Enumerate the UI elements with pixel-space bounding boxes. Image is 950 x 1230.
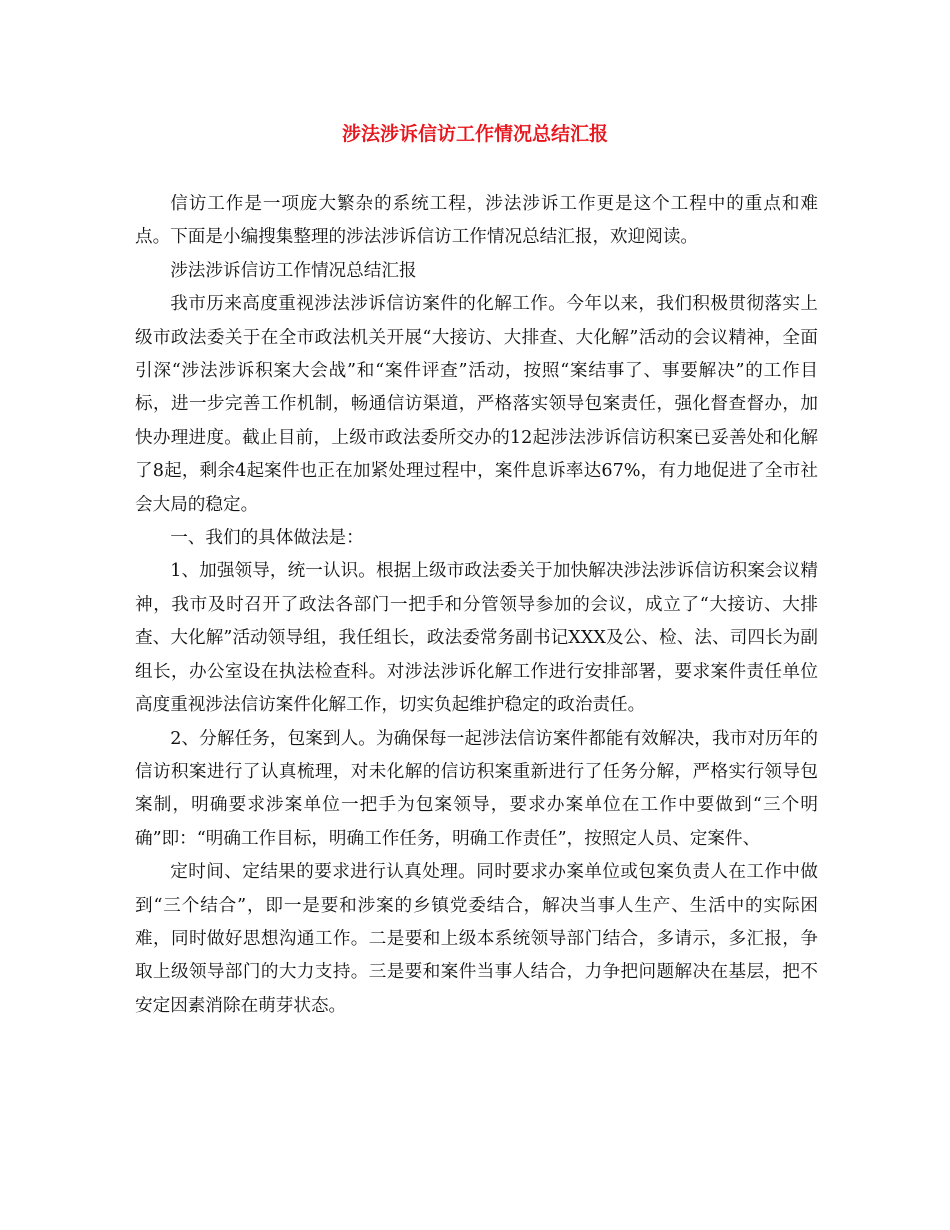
- paragraph-section-heading: 一、我们的具体做法是：: [170, 528, 364, 549]
- paragraph-intro: 信访工作是一项庞大繁杂的系统工程，涉法涉诉工作更是这个工程中的重点和难点。下面是小编搜集整理的涉法涉诉信访工作情况总结汇报，欢迎阅读。: [135, 194, 818, 248]
- paragraph-item-1: 1、加强领导，统一认识。根据上级市政法委关于加快解决涉法涉诉信访积案会议精神，我市及时召开了政法各部门一把手和分管领导参加的会议，成立了“大接访、大排查、大化解”活动领导组，我任组长，政法委常务副书记XXX及公、检、法、司四长为副组长，办公室设在执法检查科。对涉法涉诉化解工作进行安排部署，要求案件责任单位高度重视涉法信访案件化解工作，切实负起维护稳定的政治责任。: [135, 561, 818, 716]
- paragraph-overview: 我市历来高度重视涉法涉诉信访案件的化解工作。今年以来，我们积极贯彻落实上级市政法委关于在全市政法机关开展“大接访、大排查、大化解”活动的会议精神，全面引深“涉法涉诉积案大会战”和“案件评查”活动，按照“案结事了、事要解决”的工作目标，进一步完善工作机制，畅通信访渠道，严格落实领导包案责任，强化督查督办，加快办理进度。截止目前，上级市政法委所交办的12起涉法涉诉信访积案已妥善处和化解了8起，剩余4起案件也正在加紧处理过程中，案件息诉率达67%，有力地促进了全市社会大局的稳定。: [135, 294, 818, 515]
- document-body: [135, 188, 818, 1023]
- paragraph-item-2-continued: 定时间、定结果的要求进行认真处理。同时要求办案单位或包案负责人在工作中做到“三个结合”，即一是要和涉案的乡镇党委结合，解决当事人生产、生活中的实际困难，同时做好思想沟通工作。二是要和上级本系统领导部门结合，多请示，多汇报，争取上级领导部门的大力支持。三是要和案件当事人结合，力争把问题解决在基层，把不安定因素消除在萌芽状态。: [135, 862, 818, 1016]
- document-title: 涉法涉诉信访工作情况总结汇报: [341, 123, 608, 145]
- paragraph-item-2: 2、分解任务，包案到人。为确保每一起涉法信访案件都能有效解决，我市对历年的信访积案进行了认真梳理，对未化解的信访积案重新进行了任务分解，严格实行领导包案制，明确要求涉案单位一把手为包案领导，要求办案单位在工作中要做到“三个明确”即：“明确工作目标，明确工作任务，明确工作责任”，按照定人员、定案件、: [135, 728, 818, 849]
- paragraph-subtitle: 涉法涉诉信访工作情况总结汇报: [170, 260, 417, 281]
